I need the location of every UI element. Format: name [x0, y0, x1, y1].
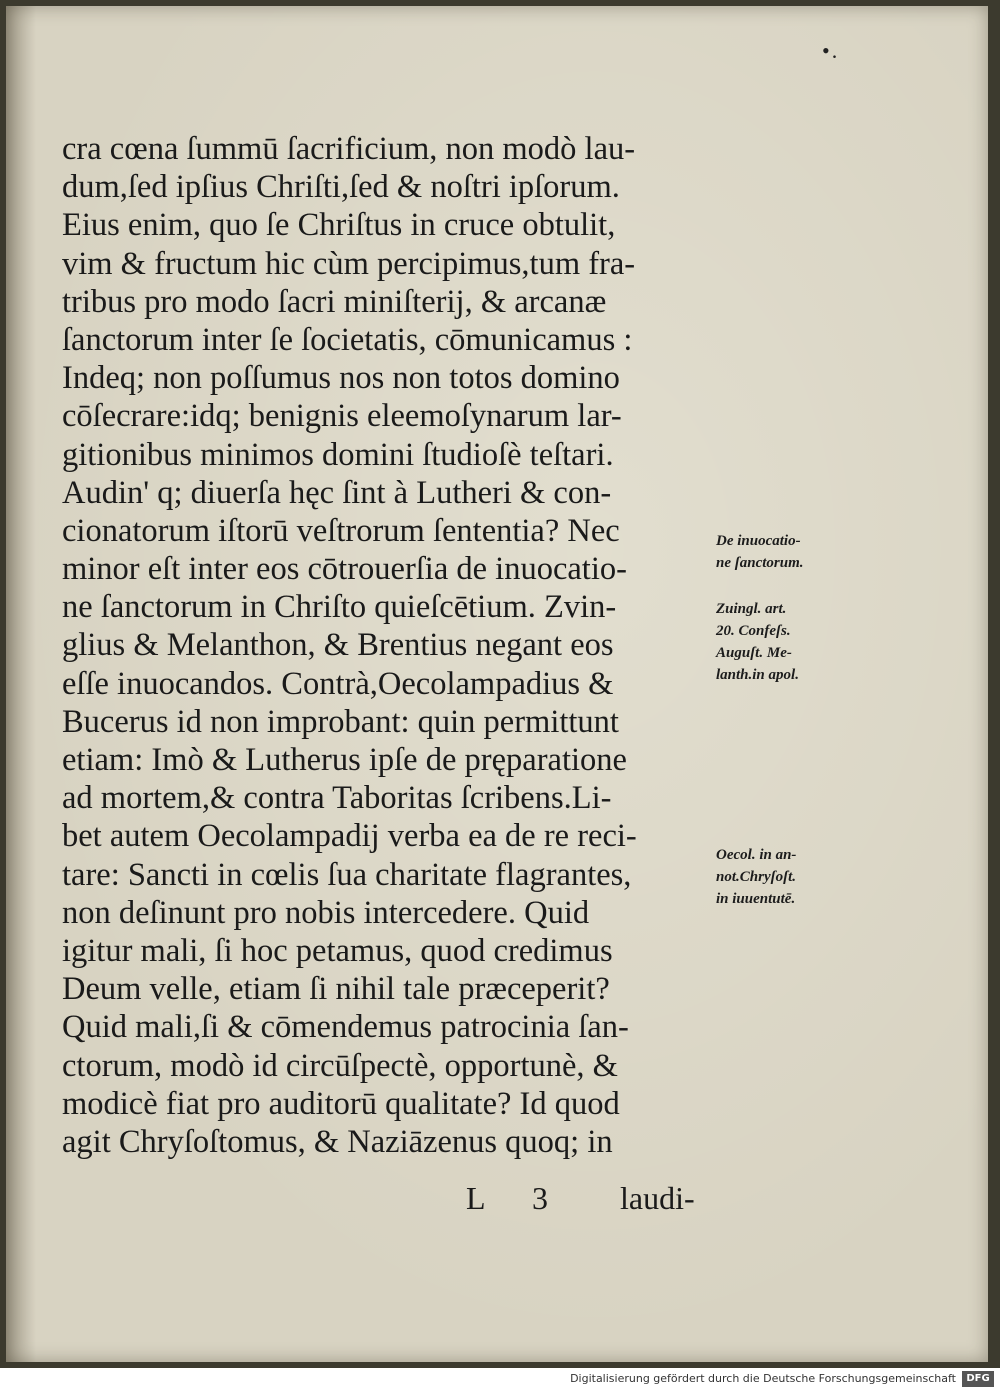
text-line: tribus pro modo ſacri miniſterij, & arcanæ	[62, 283, 607, 320]
text-line: minor eſt inter eos cōtrouerſia de inuocatio-	[62, 551, 627, 588]
margin-note-line: lanth.in apol.	[716, 667, 799, 683]
margin-note-zwingli	[716, 598, 799, 686]
dfg-logo: DFG	[962, 1371, 994, 1387]
text-line: tare: Sancti in cœlis ſua charitate flagrantes,	[62, 856, 632, 893]
text-line: etiam: Imò & Lutherus ipſe de pręparatione	[62, 742, 627, 778]
catchword: laudi-	[620, 1180, 695, 1216]
text-line: cionatorum iſtorū veſtrorum ſententia? Nec	[62, 512, 620, 549]
margin-note-line: De inuocatio-	[716, 533, 801, 549]
text-line: gitionibus minimos domini ſtudioſè teſtari.	[62, 436, 614, 473]
text-line: bet autem Oecolampadij verba ea de re reci-	[62, 818, 637, 855]
text-line: Eius enim, quo ſe Chriſtus in cruce obtulit,	[62, 207, 616, 244]
funding-credit: Digitalisierung gefördert durch die Deutsche Forschungsgemeinschaft	[570, 1372, 956, 1385]
text-line: Audin' q; diuerſa hęc ſint à Lutheri & con-	[62, 474, 612, 511]
text-line: dum,ſed ipſius Chriſti,ſed & noſtri ipſorum.	[62, 169, 620, 206]
signature-mark: L	[466, 1180, 486, 1216]
text-line: cōſecrare:idq; benignis eleemoſynarum lar-	[62, 398, 622, 435]
text-line: cra cœna ſummū ſacrificium, non modò lau-	[62, 131, 636, 167]
text-line: ne ſanctorum in Chriſto quieſcētium. Zvin-	[62, 589, 617, 626]
text-line: eſſe inuocandos. Contrà,Oecolampadius &	[62, 665, 614, 702]
margin-note-line: 20. Confeſs.	[716, 623, 791, 639]
margin-note-invocation	[716, 530, 804, 574]
text-line: Deum velle, etiam ſi nihil tale præceperit?	[62, 971, 610, 1008]
text-line: ad mortem,& contra Taboritas ſcribens.Li-	[62, 780, 612, 817]
corner-mark: •.	[822, 38, 840, 63]
text-line: agit Chryſoſtomus, & Naziāzenus quoq; in	[62, 1123, 613, 1160]
text-line: Indeq; non poſſumus nos non totos domino	[62, 360, 620, 397]
text-line: glius & Melanthon, & Brentius negant eos	[62, 627, 614, 664]
text-line: Quid mali,ſi & cōmendemus patrocinia ſan-	[62, 1009, 629, 1046]
text-line: Bucerus id non improbant: quin permittunt	[62, 703, 619, 740]
margin-note-oecolampadius	[716, 844, 796, 910]
margin-note-line: not.Chryſoſt.	[716, 869, 797, 885]
text-line: vim & fructum hic cùm percipimus,tum fra-	[62, 245, 636, 282]
text-line: igitur mali, ſi hoc petamus, quod credimus	[62, 932, 613, 969]
body-text	[62, 130, 722, 1161]
margin-note-line: Zuingl. art.	[716, 601, 787, 617]
margin-note-line: Oecol. in an-	[716, 847, 797, 863]
signature-number: 3	[532, 1180, 548, 1216]
margin-note-line: ne ſanctorum.	[716, 555, 804, 571]
margin-note-line: Auguſt. Me-	[716, 645, 792, 661]
text-line: modicè fiat pro auditorū qualitate? Id quod	[62, 1085, 620, 1122]
text-line: non deſinunt pro nobis intercedere. Quid	[62, 894, 590, 931]
margin-note-line: in iuuentutē.	[716, 891, 796, 907]
text-line: ctorum, modò id circūſpectè, opportunè, &	[62, 1047, 618, 1084]
footer-bar	[0, 1368, 1000, 1392]
text-line: ſanctorum inter ſe ſocietatis, cōmunicamus :	[62, 321, 633, 358]
